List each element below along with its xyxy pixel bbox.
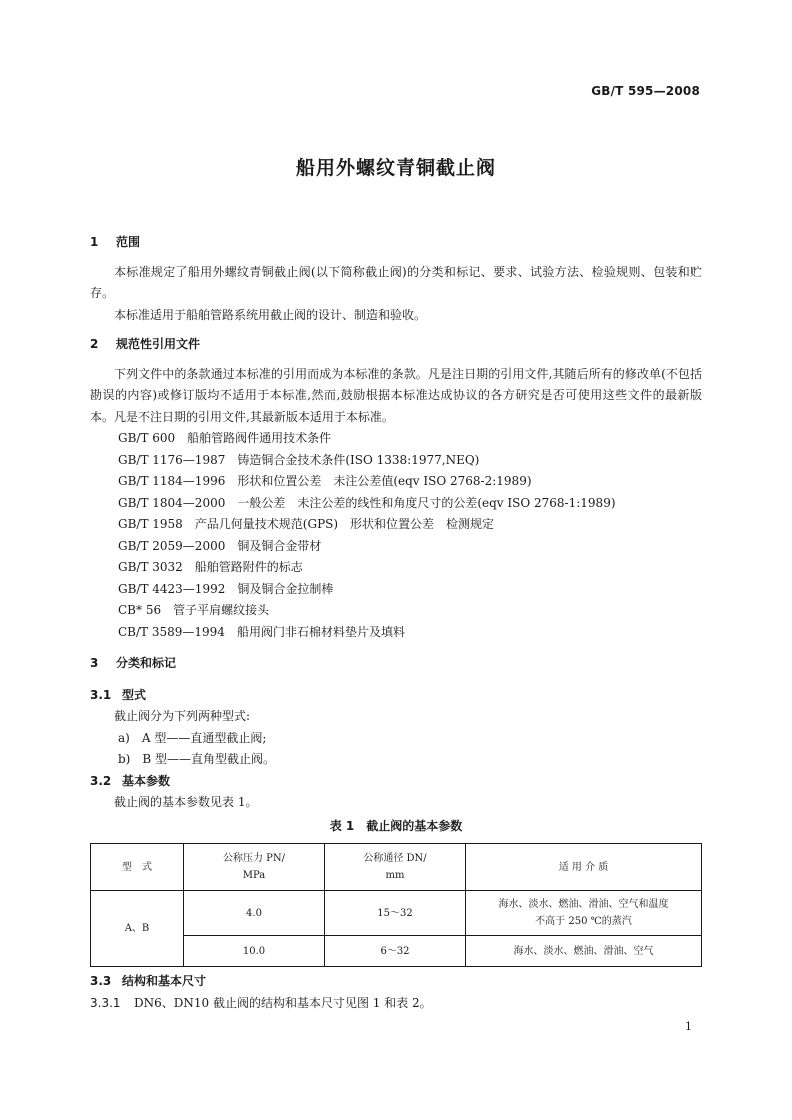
- type-item-b: b) B 型——直角型截止阀。: [118, 752, 275, 766]
- section-number: 1: [90, 235, 99, 249]
- header-medium: 适 用 介 质: [466, 844, 702, 891]
- section-3-heading: [90, 653, 702, 675]
- section-3-3-heading: [90, 971, 702, 993]
- section-2-heading: [90, 334, 702, 356]
- reference-item: GB/T 1176—1987 铸造铜合金技术条件(ISO 1338:1977,NEQ): [118, 452, 480, 467]
- header-type: 型 式: [91, 844, 184, 891]
- section-title: 结构和基本尺寸: [122, 974, 207, 988]
- section-3-2-heading: [90, 771, 702, 793]
- header-diameter-line2: mm: [385, 870, 405, 881]
- scope-paragraph-1: 本标准规定了船用外螺纹青铜截止阀(以下简称截止阀)的分类和标记、要求、试验方法、检验规则、包装和贮存。: [90, 264, 702, 300]
- cell-diameter: 6～32: [325, 936, 466, 967]
- type-intro: 截止阀分为下列两种型式:: [114, 709, 251, 723]
- section-number: 3.3: [90, 974, 112, 988]
- section-number: 2: [90, 337, 99, 351]
- document-title: 船用外螺纹青铜截止阀: [295, 157, 496, 179]
- reference-item: GB/T 1804—2000 一般公差 未注公差的线性和角度尺寸的公差(eqv ISO 2768-1:1989): [118, 495, 616, 510]
- section-title: 范围: [116, 235, 141, 249]
- header-pressure: [184, 844, 325, 891]
- cell-pressure: 4.0: [184, 891, 325, 936]
- cell-type: A、B: [91, 891, 184, 967]
- table-row: [91, 891, 702, 936]
- section-number: 3.3.1: [90, 995, 121, 1010]
- cell-medium: 海水、淡水、燃油、滑油、空气: [466, 936, 702, 967]
- header-pressure-line1: 公称压力 PN/: [222, 853, 286, 864]
- section-title: 型式: [122, 687, 147, 702]
- header-diameter: [325, 844, 466, 891]
- reference-item: GB/T 600 船舶管路阀件通用技术条件: [118, 431, 332, 445]
- standard-code: GB/T 595—2008: [591, 84, 700, 98]
- section-number: 3: [90, 656, 99, 670]
- reference-item: GB/T 1184—1996 形状和位置公差 未注公差值(eqv ISO 2768-2:1989): [118, 474, 532, 488]
- type-item-a: a) A 型——直通型截止阀;: [118, 730, 267, 745]
- header-diameter-line1: 公称通径 DN/: [363, 853, 427, 864]
- cell-diameter: 15～32: [325, 891, 466, 936]
- params-intro: 截止阀的基本参数见表 1。: [114, 795, 258, 809]
- section-number: 3.2: [90, 773, 112, 788]
- page-number: 1: [685, 1020, 692, 1033]
- section-number: 3.1: [90, 687, 112, 702]
- table-header-row: [91, 844, 702, 891]
- references-paragraph: 下列文件中的条款通过本标准的引用而成为本标准的条款。凡是注日期的引用文件,其随后所有的修改单(不包括勘误的内容)或修订版均不适用于本标准,然而,鼓励根据本标准达成协议的各方研究是否可使用这些文件的最新版本。凡是不注日期的引用文件,其最新版本适用于本标准。: [90, 366, 702, 424]
- section-text: DN6、DN10 截止阀的结构和基本尺寸见图 1 和表 2。: [134, 995, 432, 1010]
- section-3-3-1: [90, 993, 702, 1015]
- table-1: [90, 843, 702, 967]
- cell-medium-line2: 不高于 250 ℃的蒸汽: [535, 916, 632, 927]
- section-title: 基本参数: [122, 773, 171, 788]
- header-pressure-line2: MPa: [242, 870, 266, 881]
- table-1-caption: 表 1 截止阀的基本参数: [329, 818, 463, 833]
- section-title: 规范性引用文件: [116, 337, 201, 351]
- section-1-heading: [90, 232, 702, 254]
- reference-item: GB/T 3032 船舶管路附件的标志: [118, 560, 303, 574]
- document-body: [90, 232, 702, 1014]
- reference-item: CB/T 3589—1994 船用阀门非石棉材料垫片及填料: [118, 624, 405, 639]
- reference-item: GB/T 1958 产品几何量技术规范(GPS) 形状和位置公差 检测规定: [118, 517, 495, 531]
- section-3-1-heading: [90, 685, 702, 707]
- scope-paragraph-2: 本标准适用于船舶管路系统用截止阀的设计、制造和验收。: [114, 307, 427, 322]
- cell-pressure: 10.0: [184, 936, 325, 967]
- section-title: 分类和标记: [116, 656, 177, 670]
- cell-medium-line1: 海水、淡水、燃油、滑油、空气和温度: [498, 899, 669, 910]
- reference-item: GB/T 4423—1992 铜及铜合金拉制棒: [118, 581, 334, 596]
- cell-medium: [466, 891, 702, 936]
- reference-item: GB/T 2059—2000 铜及铜合金带材: [118, 538, 322, 553]
- reference-item: CB* 56 管子平肩螺纹接头: [118, 603, 270, 617]
